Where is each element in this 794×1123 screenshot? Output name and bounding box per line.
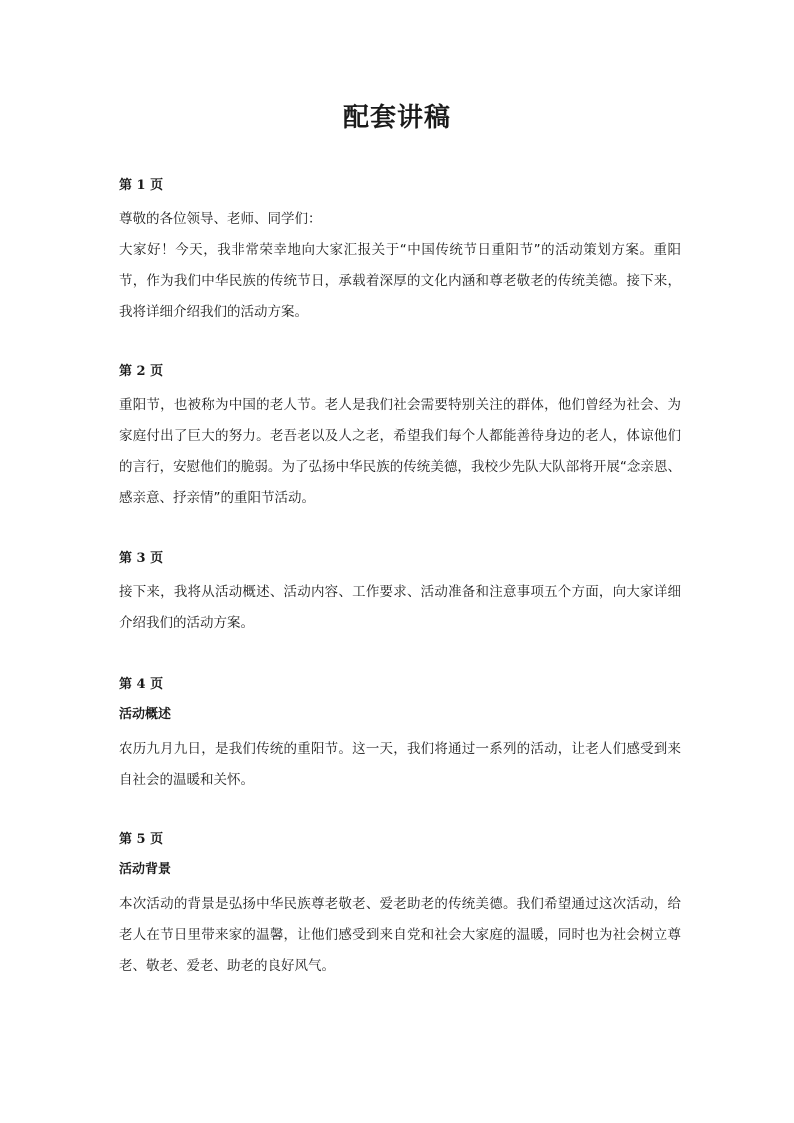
paragraph: 农历九月九日，是我们传统的重阳节。这一天，我们将通过一系列的活动，让老人们感受到来自社会的温暖和关怀。 bbox=[119, 741, 681, 788]
salutation: 尊敬的各位领导、老师、同学们： bbox=[119, 211, 322, 227]
paragraph: 大家好！今天，我非常荣幸地向大家汇报关于“中国传统节日重阳节”的活动策划方案。重阳节，作为我们中华民族的传统节日，承载着深厚的文化内涵和尊老敬老的传统美德。接下来，我将详细介绍我们的活动方案。 bbox=[119, 242, 681, 320]
section-page-5 bbox=[119, 830, 681, 982]
document-title: 配套讲稿 bbox=[342, 103, 451, 133]
section-page-2 bbox=[119, 362, 681, 514]
section-page-1 bbox=[119, 176, 681, 328]
section-subheading: 活动背景 bbox=[119, 862, 172, 877]
page-label: 第 2 页 bbox=[119, 364, 164, 379]
page-label: 第 5 页 bbox=[119, 832, 164, 847]
section-page-3 bbox=[119, 549, 681, 639]
page-label: 第 4 页 bbox=[119, 677, 164, 692]
section-subheading: 活动概述 bbox=[119, 707, 172, 722]
section-page-4 bbox=[119, 675, 681, 796]
page-label: 第 1 页 bbox=[119, 178, 164, 193]
page-label: 第 3 页 bbox=[119, 551, 164, 566]
paragraph: 本次活动的背景是弘扬中华民族尊老敬老、爱老助老的传统美德。我们希望通过这次活动，给老人在节日里带来家的温馨，让他们感受到来自党和社会大家庭的温暖，同时也为社会树立尊老、敬老、爱老、助老的良好风气。 bbox=[119, 896, 681, 974]
paragraph: 接下来，我将从活动概述、活动内容、工作要求、活动准备和注意事项五个方面，向大家详细介绍我们的活动方案。 bbox=[119, 584, 681, 631]
paragraph: 重阳节，也被称为中国的老人节。老人是我们社会需要特别关注的群体，他们曾经为社会、为家庭付出了巨大的努力。老吾老以及人之老，希望我们每个人都能善待身边的老人，体谅他们的言行，安慰他们的脆弱。为了弘扬中华民族的传统美德，我校少先队大队部将开展“念亲恩、感亲意、抒亲情”的重阳节活动。 bbox=[119, 397, 681, 506]
